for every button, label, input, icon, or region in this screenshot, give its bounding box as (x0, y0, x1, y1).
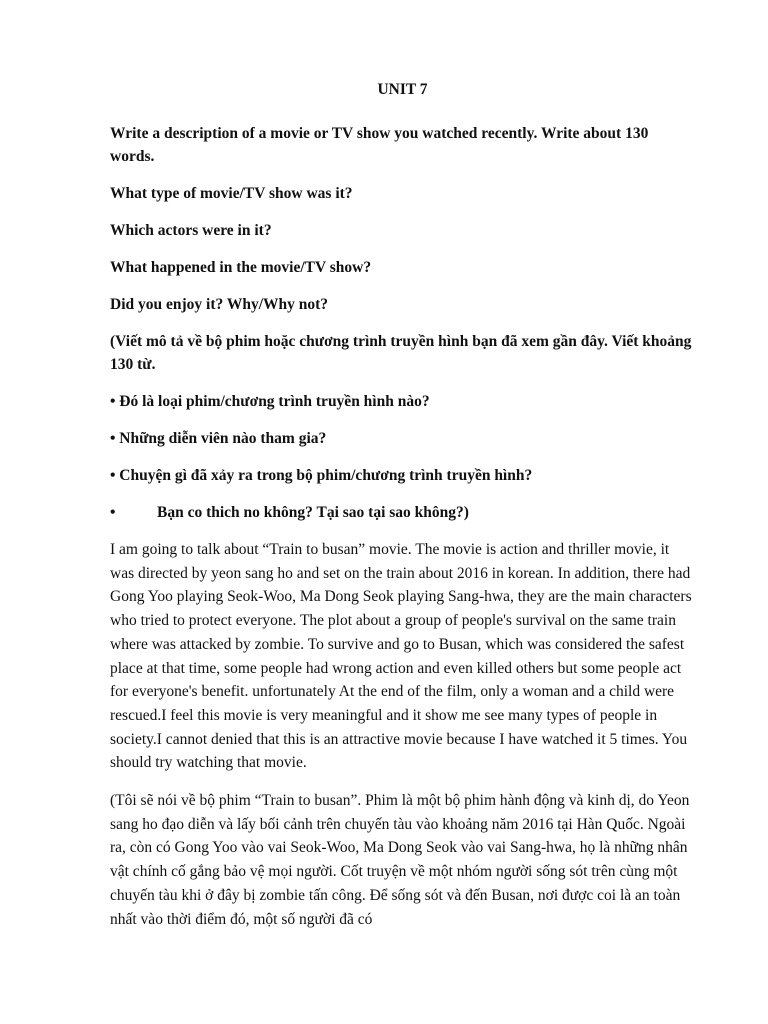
vietnamese-bullet-plot: • Chuyện gì đã xảy ra trong bộ phim/chương trình truyền hình? (110, 467, 533, 484)
vietnamese-bullet-actors: • Những diễn viên nào tham gia? (110, 430, 327, 447)
document-body (110, 78, 695, 945)
essay-vietnamese: (Tôi sẽ nói về bộ phim “Train to busan”. Phim là một bộ phim hành động và kinh dị, do Yeon sang ho đạo diễn và lấy bối cảnh trên chuyến tàu vào khoảng năm 2016 tại Hàn Quốc. Ngoài ra, còn có Gong Yoo vào vai Seok-Woo, Ma Dong Seok vào vai Sang-hwa, họ là những nhân vật chính cố gắng bảo vệ mọi người. Cốt truyện về một nhóm người sống sót trên cùng một chuyến tàu khi ở đây bị zombie tấn công. Để sống sót và đến Busan, nơi được coi là an toàn nhất vào thời điểm đó, một số người đã có (110, 792, 690, 928)
bullet-mark: • (110, 504, 116, 521)
writing-prompt: Write a description of a movie or TV show you watched recently. Write about 130 words. (110, 125, 649, 165)
question-actors: Which actors were in it? (110, 222, 272, 239)
vietnamese-prompt: (Viết mô tả về bộ phim hoặc chương trình truyền hình bạn đã xem gần đây. Viết khoảng 130 từ. (110, 333, 692, 373)
question-type: What type of movie/TV show was it? (110, 185, 353, 202)
essay-english: I am going to talk about “Train to busan” movie. The movie is action and thriller movie, it was directed by yeon sang ho and set on the train about 2016 in korean. In addition, there had Gong Yoo playing Seok-Woo, Ma Dong Seok playing Sang-hwa, they are the main characters who tried to protect everyone. The plot about a group of people's survival on the same train where was attacked by zombie. To survive and go to Busan, which was considered the safest place at that time, some people had wrong action and even killed others but some people act for everyone's benefit. unfortunately At the end of the film, only a woman and a child were rescued.I feel this movie is very meaningful and it show me see many types of people in society.I cannot denied that this is an attractive movie because I have watched it 5 times. You should try watching that movie. (110, 541, 692, 772)
vietnamese-bullet-enjoy (110, 501, 695, 524)
question-plot: What happened in the movie/TV show? (110, 259, 372, 276)
unit-title: UNIT 7 (377, 81, 428, 98)
vietnamese-bullet-enjoy-text: Bạn co thich no không? Tại sao tại sao không?) (157, 504, 469, 521)
question-enjoy: Did you enjoy it? Why/Why not? (110, 296, 329, 313)
vietnamese-bullet-type: • Đó là loại phim/chương trình truyền hình nào? (110, 393, 430, 410)
